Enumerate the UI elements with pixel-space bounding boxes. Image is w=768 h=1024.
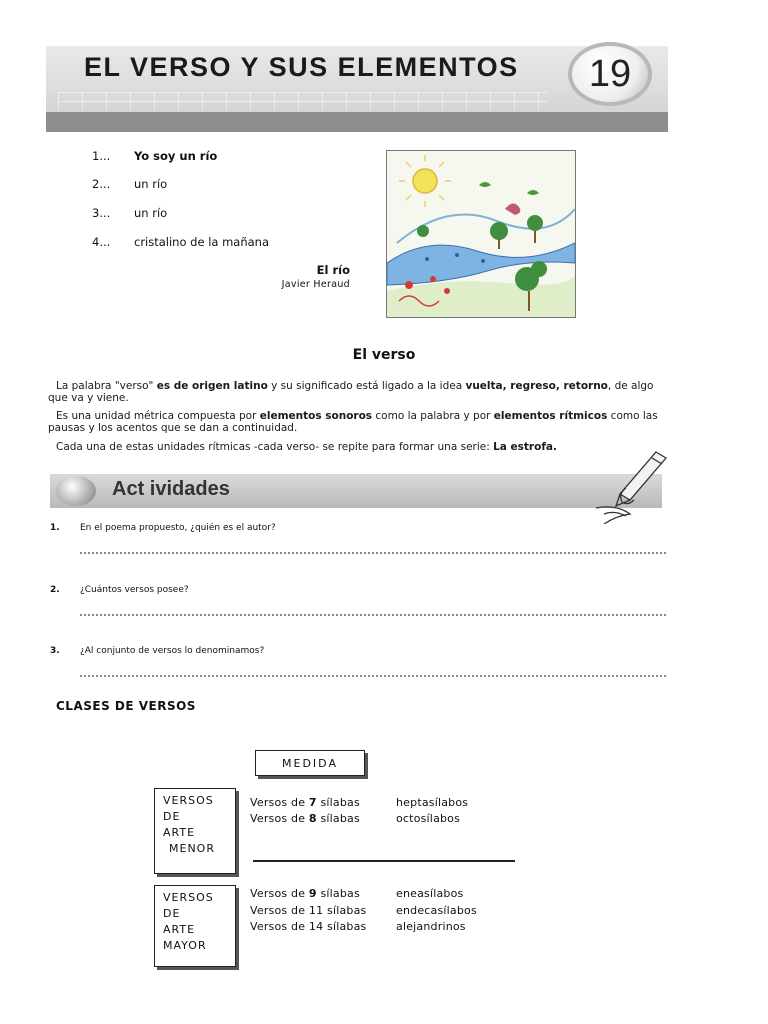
medida-box: MEDIDA (255, 750, 365, 776)
paragraph-text: Es una unidad métrica compuesta por (56, 410, 260, 422)
answer-line[interactable] (80, 614, 666, 616)
poem-line-number: 1... (92, 149, 111, 163)
poem-author: Javier Heraud (281, 279, 350, 290)
paragraph-text: Cada una de estas unidades rítmicas -cada verso- se repite para formar una serie: (56, 441, 494, 453)
unit-number-badge: 19 (568, 42, 652, 106)
row-class-name: alejandrinos (396, 920, 466, 933)
box-label-line: MAYOR (163, 939, 207, 952)
row-suffix: sílabas (316, 887, 360, 900)
verse-class-row (250, 796, 468, 809)
poem-title: El río (316, 263, 350, 277)
paragraph-text: y su significado está ligado a la idea (267, 380, 466, 392)
poem-line (92, 149, 217, 163)
row-class-name: endecasílabos (396, 904, 477, 917)
poem-line (92, 177, 167, 191)
poem-line (92, 206, 167, 220)
section-title: El verso (352, 347, 416, 363)
paragraph-text: , de algo que va y viene. (48, 380, 654, 404)
row-suffix: sílabas (323, 904, 367, 917)
poem-line-text: cristalino de la mañana (134, 235, 270, 249)
poem-line-number: 4... (92, 235, 111, 249)
paragraph-origin (48, 380, 664, 404)
row-prefix: Versos de (250, 887, 309, 900)
row-class-name: heptasílabos (396, 796, 469, 809)
paragraph-bold: La estrofa. (493, 441, 557, 453)
answer-line[interactable] (80, 552, 666, 554)
row-prefix: Versos de (250, 796, 309, 809)
row-suffix: sílabas (323, 920, 367, 933)
row-syllables: 8 (308, 812, 317, 825)
activities-title: Act ividades (112, 478, 230, 500)
verse-class-row (250, 920, 466, 933)
paragraph-text: La palabra "verso" (56, 380, 157, 392)
row-syllables: 7 (308, 796, 317, 809)
arte-menor-box (154, 788, 236, 874)
box-label-line: MENOR (169, 842, 215, 855)
section-divider (253, 860, 515, 862)
banner-pattern (58, 92, 548, 110)
paragraph-bold: es de origen latino (156, 380, 268, 392)
question-number: 1. (50, 523, 60, 533)
verse-class-row (250, 812, 460, 825)
box-label-line: VERSOS (163, 794, 214, 807)
box-label-line: DE (163, 907, 181, 920)
poem-line-text: Yo soy un río (134, 149, 218, 163)
row-class-name: eneasílabos (396, 887, 464, 900)
question-text: ¿Cuántos versos posee? (80, 585, 189, 595)
question-number: 2. (50, 585, 60, 595)
paragraph-bold: vuelta, regreso, retorno (465, 380, 608, 392)
arte-mayor-box (154, 885, 236, 967)
row-class-name: octosílabos (396, 812, 461, 825)
row-suffix: sílabas (316, 812, 360, 825)
page-title: EL VERSO Y SUS ELEMENTOS (84, 52, 519, 82)
banner-underline (46, 112, 668, 132)
pencil-hand-icon (586, 448, 672, 524)
row-suffix: sílabas (316, 796, 360, 809)
row-syllables: 9 (308, 887, 317, 900)
paragraph-bold: elementos sonoros (259, 410, 373, 422)
clases-heading: CLASES DE VERSOS (56, 699, 196, 713)
poem-line-text: un río (134, 177, 168, 191)
box-label-line: VERSOS (163, 891, 214, 904)
question-number: 3. (50, 646, 60, 656)
answer-line[interactable] (80, 675, 666, 677)
poem-line-number: 2... (92, 177, 111, 191)
row-prefix: Versos de (250, 904, 309, 917)
paragraph-text: como las pausas y los acentos que se dan a continuidad. (48, 410, 658, 434)
paragraph-text: como la palabra y por (372, 410, 494, 422)
verse-class-row (250, 904, 477, 917)
activities-circle-icon (56, 476, 96, 506)
box-label-line: ARTE (163, 923, 196, 936)
box-label-line: ARTE (163, 826, 196, 839)
poem-line (92, 235, 269, 249)
paragraph-stanza (48, 441, 664, 453)
poem-line-text: un río (134, 206, 168, 220)
paragraph-unit (48, 410, 664, 434)
row-syllables: 11 (308, 904, 324, 917)
question-text: En el poema propuesto, ¿quién es el autor? (80, 523, 276, 533)
row-prefix: Versos de (250, 920, 309, 933)
river-drawing-image (386, 150, 576, 318)
poem-line-number: 3... (92, 206, 111, 220)
box-label-line: DE (163, 810, 181, 823)
question-text: ¿Al conjunto de versos lo denominamos? (80, 646, 265, 656)
row-prefix: Versos de (250, 812, 309, 825)
verse-class-row (250, 887, 463, 900)
row-syllables: 14 (308, 920, 324, 933)
paragraph-bold: elementos rítmicos (493, 410, 608, 422)
